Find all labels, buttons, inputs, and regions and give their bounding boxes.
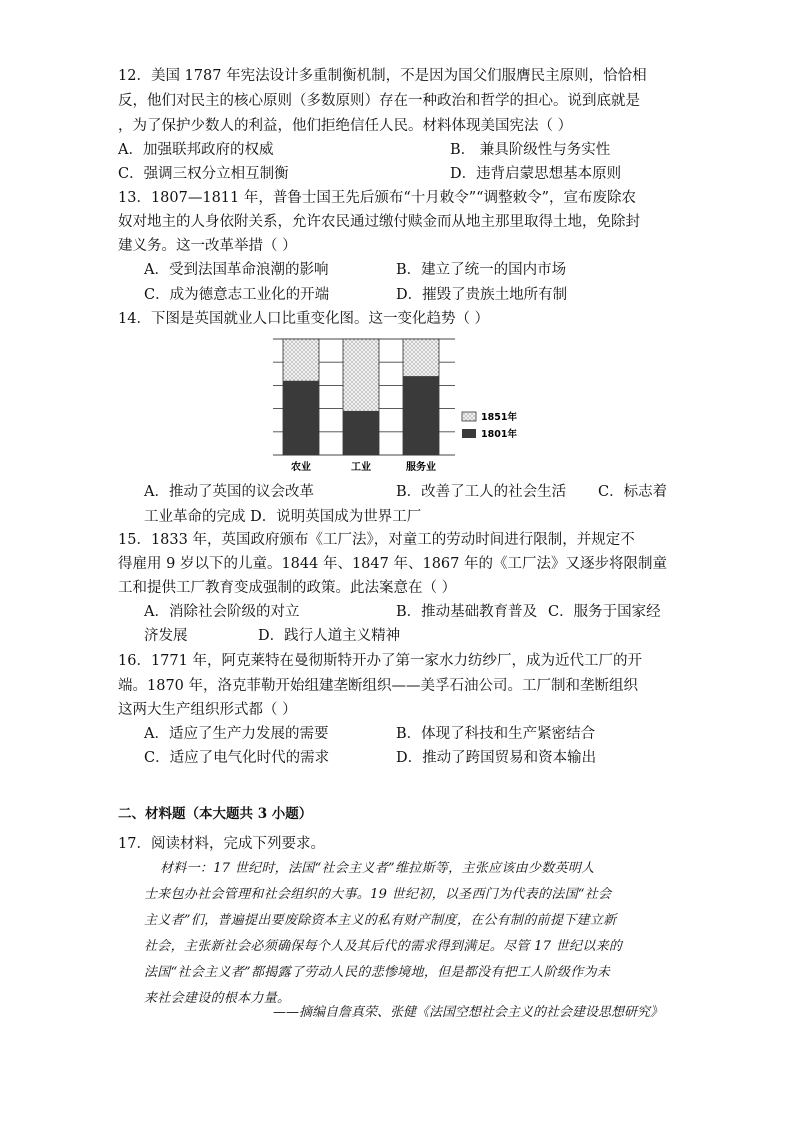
material-line3: 主义者”们，普遍提出要废除资本主义的私有财产制度，在公有制的前提下建立新 [144,913,617,928]
q15-option-d[interactable]: D．践行人道主义精神 [258,628,401,644]
material-line2: 士来包办社会管理和社会组织的大事。19 世纪初，以圣西门为代表的法国“社会 [144,887,612,902]
q16-stem-line3: 这两大生产组织形式都（ ） [118,702,297,718]
chart-legend [462,411,517,440]
q16-option-b[interactable]: B．体现了科技和生产紧密结合 [396,726,596,742]
q16-stem-line1: 16．1771 年，阿克莱特在曼彻斯特开办了第一家水力纺纱厂，成为近代工厂的开 [118,653,642,669]
legend-swatch-1851 [462,412,476,421]
q12-option-d[interactable]: D．违背启蒙思想基本原则 [450,166,622,182]
q16-option-d[interactable]: D．推动了跨国贸易和资本输出 [396,750,597,766]
category-label: 农业 [291,462,311,473]
q17-stem: 17．阅读材料，完成下列要求。 [118,836,325,852]
category-label: 服务业 [406,462,436,473]
q12-option-a[interactable]: A．加强联邦政府的权威 [118,142,274,158]
legend-label-1851: 1851年 [481,412,517,423]
q14-stem-line1: 14．下图是英国就业人口比重变化图。这一变化趋势（ ） [118,311,490,327]
material-line1: 材料一：17 世纪时，法国“社会主义者”维拉斯等，主张应该由少数英明人 [160,861,595,876]
q13-stem-line1: 13．1807—1811 年，普鲁士国王先后颁布“十月敕令”“调整敕令”，宣布废除农 [118,190,637,206]
q13-stem-line2: 奴对地主的人身依附关系，允许农民通过缴付赎金而从地主那里取得土地，免除封 [118,214,640,230]
bar-1801-1 [343,411,379,455]
q16-option-c[interactable]: C．适应了电气化时代的需求 [144,750,330,766]
q12-stem-line3: ，为了保护少数人的利益，他们拒绝信任人民。材料体现美国宪法（ ） [118,118,573,134]
legend-swatch-1801 [462,429,476,438]
q12-stem-line1: 12．美国 1787 年宪法设计多重制衡机制，不是因为国父们服膺民主原则，恰恰相 [118,68,647,84]
material-line5: 法国“社会主义者”都揭露了劳动人民的悲惨境地，但是都没有把工人阶级作为未 [144,965,611,980]
bar-1801-2 [403,376,439,455]
q15-option-c-continuation[interactable]: 济发展 [144,628,188,644]
q15-option-b[interactable]: B．推动基础教育普及 [396,604,538,620]
q15-stem-line2: 得雇用 9 岁以下的儿童。1844 年、1847 年、1867 年的《工厂法》又逐步将限制童 [118,556,667,572]
q13-option-b[interactable]: B．建立了统一的国内市场 [396,262,567,278]
q14-option-c[interactable]: C．标志着 [598,484,668,500]
q12-stem-line2: 反，他们对民主的核心原则（多数原则）存在一种政治和哲学的担心。说到底就是 [118,93,640,109]
q15-option-a[interactable]: A．消除社会阶级的对立 [144,604,300,620]
q15-stem-line3: 工和提供工厂教育变成强制的政策。此法案意在（ ） [118,580,457,596]
q13-option-a[interactable]: A．受到法国革命浪潮的影响 [144,262,329,278]
q15-stem-line1: 15．1833 年，英国政府颁布《工厂法》，对童工的劳动时间进行限制，并规定不 [118,532,635,548]
q16-option-a[interactable]: A．适应了生产力发展的需要 [144,726,329,742]
employment-chart [265,335,535,475]
material-line6: 来社会建设的根本力量。 [144,991,291,1006]
q14-option-b[interactable]: B．改善了工人的社会生活 [396,484,567,500]
material-line4: 社会，主张新社会必须确保每个人及其后代的需求得到满足。尽管 17 世纪以来的 [144,939,623,954]
q14-option-c-d-continuation[interactable]: 工业革命的完成 D．说明英国成为世界工厂 [144,509,422,525]
legend-label-1801: 1801年 [481,429,517,440]
q15-option-c[interactable]: C．服务于国家经 [548,604,661,620]
bar-1801-0 [283,381,319,455]
q12-option-c[interactable]: C．强调三权分立相互制衡 [118,166,289,182]
material-source: ——摘编自詹真荣、张健《法国空想社会主义的社会建设思想研究》 [272,1005,663,1020]
q12-option-b[interactable]: B． 兼具阶级性与务实性 [450,142,611,158]
q13-option-d[interactable]: D．摧毁了贵族土地所有制 [396,287,568,303]
q13-option-c[interactable]: C．成为德意志工业化的开端 [144,287,330,303]
category-label: 工业 [351,462,371,473]
q13-stem-line3: 建义务。这一改革举措（ ） [118,238,297,254]
section-heading: 二、材料题（本大题共 3 小题） [118,806,313,822]
q16-stem-line2: 端。1870 年，洛克菲勒开始组建垄断组织——美孚石油公司。工厂制和垄断组织 [118,678,639,694]
q14-option-a[interactable]: A．推动了英国的议会改革 [144,484,314,500]
